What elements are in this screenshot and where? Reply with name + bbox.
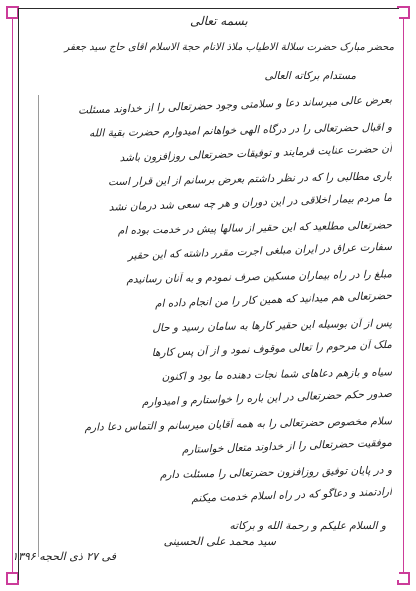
letter-signature: سید محمد علی الحسینی: [163, 535, 276, 548]
letter-body-line: و اقبال حضرتعالی را در درگاه الهی خواهانم امیدوارم حضرت بقیة الله: [88, 120, 393, 140]
letter-header: بسمه تعالی: [190, 14, 248, 28]
frame-left-rule: [12, 16, 13, 576]
letter-body-line: پس از آن بوسیله این حقیر کارها به سامان رسید و حال: [152, 316, 393, 334]
letter-body-line: ما مردم بیمار اخلاقی در این دوران و هر چه سعی شد درمان نشد: [108, 191, 393, 214]
letter-date: فی ۲۷ ذی الحجه ۱۳۹۶: [12, 550, 116, 563]
letter-body-line: سیاه و بازهم دعاهای شما نجات دهنده ما بود و اکنون: [161, 365, 393, 383]
letter-body-line: ملک آن مرحوم را تعالی موقوف نمود و از آن پس کارها: [151, 338, 393, 360]
letter-body-line: حضرتعالی مطلعید که این حقیر از سالها پیش در خدمت بوده ام: [117, 218, 393, 237]
letter-body-line: سلام مخصوص حضرتعالی را به همه آقایان میرسانم و التماس دعا دارم: [84, 414, 393, 434]
page-edge-left: [18, 8, 19, 580]
letter-body-line: بعرض عالی میرساند دعا و سلامتی وجود حضرتعالی را از خداوند مسئلت: [77, 93, 393, 117]
letter-salutation-line-1: محضر مبارک حضرت سلالة الاطیاب ملاذ الانام حجة الاسلام آقای حاج سید جعفر: [64, 42, 394, 53]
letter-body-line: سفارت عراق در ایران مبلغی اجرت مقرر داشته که این حقیر: [127, 240, 393, 263]
letter-body-line: موفقیت حضرتعالی را از خداوند متعال خواستارم: [181, 436, 393, 457]
letter-salutation-line-2: مستدام برکاته العالی: [264, 70, 356, 82]
letter-body-line: باری مطالبی را که در نظر داشتم بعرض برسانم از این قرار است: [107, 169, 393, 188]
letter-body-line: ارادتمند و دعاگو که در راه اسلام خدمت میکنم: [191, 485, 393, 505]
letter-closing: و السلام علیکم و رحمة الله و برکاته: [229, 520, 386, 532]
page-edge-top: [18, 8, 399, 9]
letter-body-line: و در پایان توفیق روزافزون حضرتعالی را مسئلت دارم: [159, 463, 393, 481]
letter-body-line: آن حضرت عنایت فرمایند و توفیقات حضرتعالی روزافزون باشد: [119, 142, 393, 165]
letter-body-line: حضرتعالی هم میدانید که همین کار را من انجام داده ام: [154, 289, 393, 311]
letter-body-line: مبلغ را در راه بیماران مسکین صرف نمودم و به آنان رسانیدم: [126, 267, 393, 286]
frame-right-rule: [403, 16, 404, 576]
letter-body-line: صدور حکم حضرتعالی در این باره را خواستارم و امیدوارم: [141, 387, 393, 409]
